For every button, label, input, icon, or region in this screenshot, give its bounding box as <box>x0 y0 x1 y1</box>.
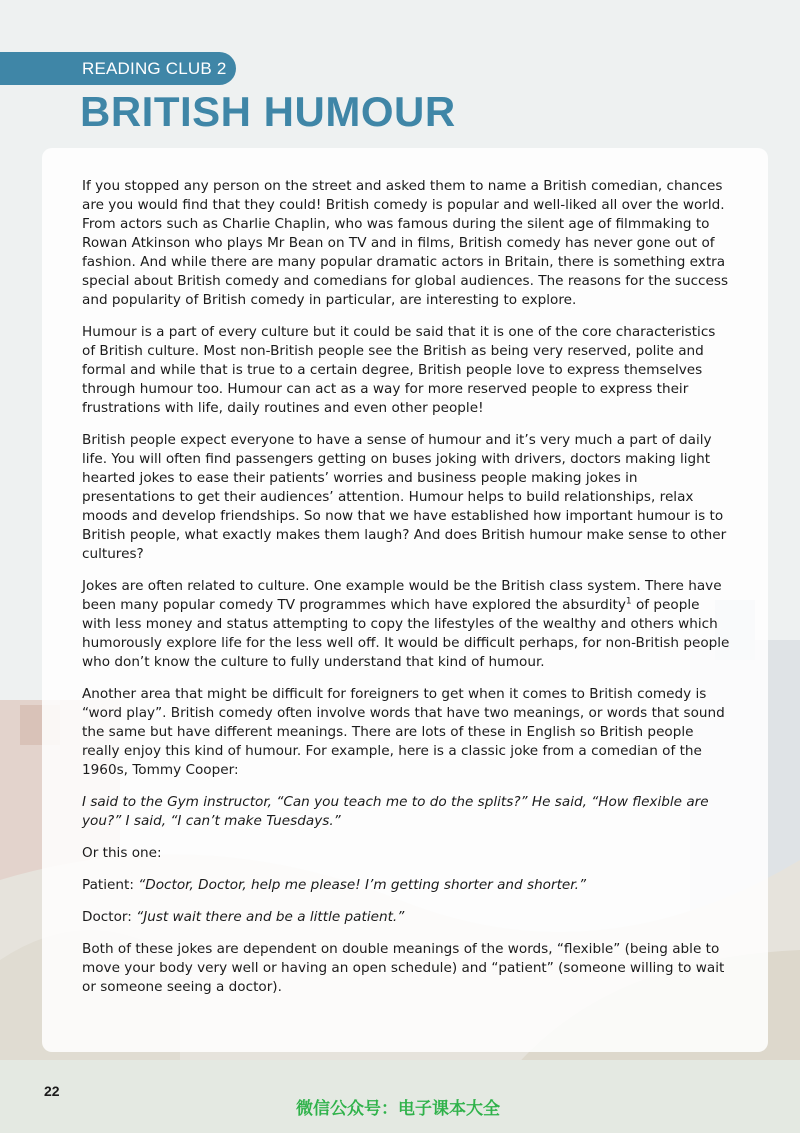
or-this-one: Or this one: <box>82 845 162 861</box>
section-tab <box>0 52 236 85</box>
paragraph-conclusion: Both of these jokes are dependent on double meanings of the words, “flexible” (being able to move your body very well or having an open schedule) and “patient” (someone willing to wait or someone seeing a doctor). <box>82 941 725 995</box>
paragraph-culture: Humour is a part of every culture but it could be said that it is one of the core characteristics of British culture. Most non-British people see the British as being very reserved, polite and formal and while that is true to a certain degree, British people love to express themselves through humour too. Humour can act as a way for more reserved people to express their frustrations with life, daily routines and even other people! <box>82 324 716 416</box>
section-label: READING CLUB 2 <box>82 59 227 78</box>
paragraph-daily-life: British people expect everyone to have a sense of humour and it’s very much a part of daily life. You will often find passengers getting on buses joking with drivers, doctors making light hearted jokes to ease their patients’ worries and business people making jokes in presentations to get their audiences’ attention. Humour helps to build relationships, relax moods and develop friendships. So now that we have established how important humour is to British people, what exactly makes them laugh? And does British humour make sense to other cultures? <box>82 432 727 562</box>
joke-patient-line <box>82 876 730 895</box>
patient-quote: “Doctor, Doctor, help me please! I’m getting shorter and shorter.” <box>138 877 586 893</box>
footer-watermark: 微信公众号：电子课本大全 <box>296 1099 500 1119</box>
paragraph-word-play: Another area that might be difficult for foreigners to get when it comes to British comedy is “word play”. British comedy often involve words that have two meanings, or words that sound the same but have different meanings. There are lots of these in English so British people really enjoy this kind of humour. For example, here is a classic joke from a comedian of the 1960s, Tommy Cooper: <box>82 686 725 778</box>
paragraph-class-system-end: of people with less money and status attempting to copy the lifestyles of the wealthy and others which humorously explore life for the less well off. It would be difficult perhaps, for non-British people who don’t know the culture to fully understand that kind of humour. <box>82 597 730 670</box>
article-body <box>82 177 730 1010</box>
paragraph-intro: If you stopped any person on the street and asked them to name a British comedian, chances are you would find that they could! British comedy is popular and well-liked all over the world. From actors such as Charlie Chaplin, who was famous during the silent age of filmmaking to Rowan Atkinson who plays Mr Bean on TV and in films, British comedy has never gone out of fashion. And while there are many popular dramatic actors in Britain, there is something extra special about British comedy and comedians for global audiences. The reasons for the success and popularity of British comedy in particular, are interesting to explore. <box>82 178 729 308</box>
page-title: BRITISH HUMOUR <box>80 88 456 135</box>
doctor-quote: “Just wait there and be a little patient.” <box>136 909 405 925</box>
page-number: 22 <box>44 1083 60 1099</box>
paragraph-class-system <box>82 577 730 672</box>
joke-gym: I said to the Gym instructor, “Can you teach me to do the splits?” He said, “How flexible are you?” I said, “I can’t make Tuesdays.” <box>82 794 709 829</box>
patient-label: Patient: <box>82 877 139 893</box>
doctor-label: Doctor: <box>82 909 137 925</box>
paragraph-class-system-start: Jokes are often related to culture. One example would be the British class system. There have been many popular comedy TV programmes which have explored the absurdity <box>82 578 722 613</box>
footnote-marker: 1 <box>625 596 632 607</box>
joke-doctor-line <box>82 908 730 927</box>
